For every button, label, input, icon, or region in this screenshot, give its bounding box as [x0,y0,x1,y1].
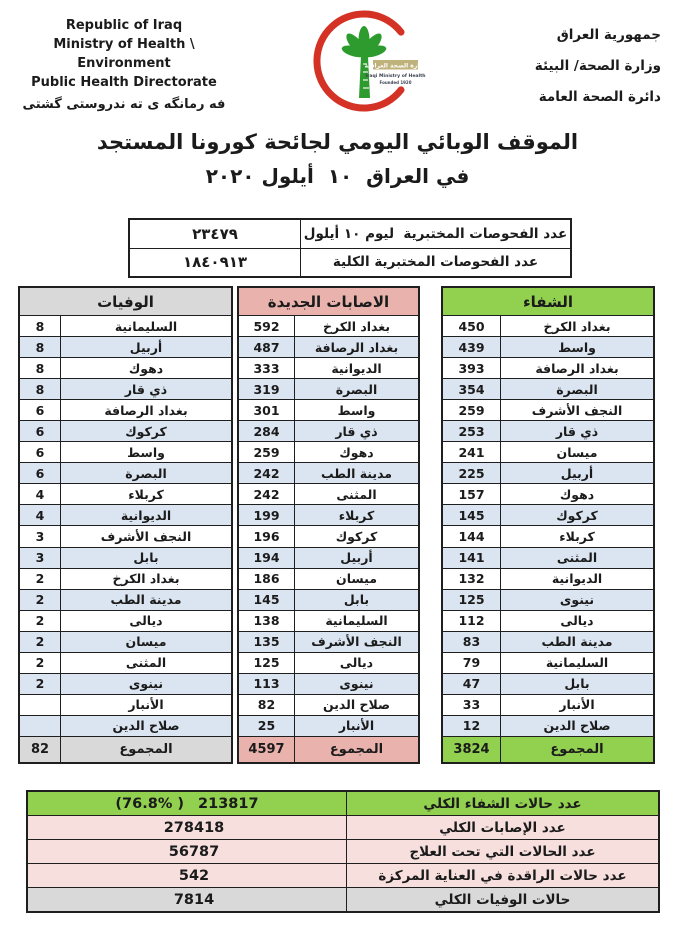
deaths-count: 6 [20,400,61,420]
governorate-name: ديالى [129,613,163,629]
deaths-total-row [20,736,231,762]
governorate-name: دهوك [559,486,595,502]
deaths-row [20,483,231,504]
logo-english-text: Iraqi Ministry of Health [365,74,426,79]
deaths-table-title: الوفيات [20,288,231,315]
recoveries-row [443,525,653,546]
governorate-name: ميسان [336,571,377,587]
summary-value: 542 [178,867,210,884]
governorate-name: البصرة [335,381,378,397]
deaths-table-body [20,315,231,736]
deaths-table [18,286,233,764]
governorate-name: الأنبار [559,697,595,713]
governorate-name: نينوى [339,676,374,692]
summary-label: عدد حالات الشفاء الكلي [423,795,582,812]
recoveries-row [443,336,653,357]
new-cases-count: 186 [239,569,295,589]
summary-row [28,839,658,863]
recoveries-count: 144 [443,526,501,546]
header-arabic-block [486,20,661,113]
governorate-name: أربيل [129,339,163,355]
deaths-row [20,336,231,357]
new-cases-row [239,504,418,525]
new-cases-count: 199 [239,505,295,525]
new-cases-row [239,673,418,694]
deaths-row [20,441,231,462]
new-cases-table [237,286,420,764]
governorate-name: الديوانية [331,360,382,376]
governorate-name: البصرة [556,381,598,397]
header-english-block [6,16,242,114]
recoveries-count: 253 [443,421,501,441]
new-cases-total-value: 4597 [239,737,295,762]
governorate-name: ذي قار [335,423,378,439]
lab-tests-row [130,248,570,277]
deaths-row [20,568,231,589]
deaths-count: 3 [20,526,61,546]
new-cases-table-title: الاصابات الجديدة [239,288,418,315]
recoveries-count: 79 [443,653,501,673]
new-cases-total-label: المجموع [329,742,384,757]
new-cases-row [239,694,418,715]
recoveries-count: 12 [443,716,501,736]
deaths-row [20,694,231,715]
governorate-name: واسط [558,339,596,355]
recoveries-row [443,673,653,694]
header-english-line3: Public Health Directorate [31,75,217,90]
governorate-name: السليمانية [545,655,609,671]
governorate-name: مدينة الطب [541,634,613,650]
deaths-count: 6 [20,442,61,462]
governorate-name: ديالى [339,655,374,671]
new-cases-count: 138 [239,611,295,631]
governorate-name: ديالى [560,613,594,629]
new-cases-count: 82 [239,695,295,715]
new-cases-row [239,357,418,378]
deaths-row [20,715,231,736]
deaths-count: 2 [20,590,61,610]
governorate-name: الديوانية [551,571,603,587]
summary-percent: (76.8% ) [115,795,185,812]
governorate-name: مدينة الطب [110,592,182,608]
recoveries-count: 259 [443,400,501,420]
governorate-name: بغداد الكرخ [543,318,611,334]
lab-tests-value: ٢٣٤٧٩ [130,220,301,248]
recoveries-total-value: 3824 [443,737,501,762]
governorate-name: دهوك [128,360,164,376]
recoveries-count: 47 [443,674,501,694]
deaths-count: 8 [20,358,61,378]
recoveries-count: 450 [443,316,501,336]
new-cases-count: 25 [239,716,295,736]
new-cases-count: 125 [239,653,295,673]
recoveries-count: 145 [443,505,501,525]
recoveries-count: 33 [443,695,501,715]
recoveries-count: 439 [443,337,501,357]
header-arabic-line1: جمهورية العراق [556,27,661,43]
new-cases-row [239,715,418,736]
recoveries-row [443,547,653,568]
deaths-total-value: 82 [20,737,61,762]
new-cases-count: 113 [239,674,295,694]
governorate-name: نينوى [559,592,595,608]
deaths-row [20,673,231,694]
recoveries-row [443,652,653,673]
report-title [0,130,675,188]
recoveries-row [443,589,653,610]
new-cases-row [239,315,418,336]
new-cases-count: 301 [239,400,295,420]
header-kurdish-line: فه رمانگه ى ته ندروستى گشتى [22,97,226,112]
governorate-name: بغداد الرصافة [535,360,619,376]
summary-value-cell [28,792,347,815]
summary-label: عدد حالات الراقدة في العناية المركزة [378,867,627,884]
governorate-name: كركوك [556,507,598,523]
governorate-name: صلاح الدين [322,697,391,713]
deaths-count: 8 [20,316,61,336]
governorate-name: بغداد الكرخ [112,571,180,587]
new-cases-total-row [239,736,418,762]
recoveries-row [443,504,653,525]
governorate-name: المثنى [125,655,167,671]
deaths-row [20,589,231,610]
new-cases-row [239,589,418,610]
governorate-name: الأنبار [128,697,164,713]
new-cases-row [239,441,418,462]
new-cases-row [239,462,418,483]
governorate-name: ميسان [125,634,167,650]
deaths-row [20,420,231,441]
summary-value-cell [28,840,347,863]
crescent-palm-logo-icon [300,4,450,118]
governorate-name: بابل [564,676,590,692]
lab-tests-label: عدد الفحوصات المختبرية ليوم ١٠ أيلول [303,225,568,242]
deaths-count: 4 [20,484,61,504]
recoveries-row [443,715,653,736]
deaths-row [20,357,231,378]
governorate-name: البصرة [125,465,167,481]
recoveries-row [443,399,653,420]
new-cases-row [239,336,418,357]
deaths-row [20,315,231,336]
summary-value-cell [28,816,347,839]
governorate-name: السليمانية [114,318,178,334]
new-cases-row [239,547,418,568]
recoveries-count: 112 [443,611,501,631]
deaths-row [20,652,231,673]
summary-row [28,815,658,839]
summary-label: حالات الوفيات الكلي [434,891,571,908]
new-cases-count: 592 [239,316,295,336]
new-cases-row [239,631,418,652]
new-cases-row [239,610,418,631]
summary-label: عدد الحالات التي تحت العلاج [409,843,596,860]
deaths-count: 2 [20,653,61,673]
logo-founded-text: Founded 1920 [379,80,412,85]
recoveries-row [443,378,653,399]
summary-row [28,863,658,887]
deaths-row [20,378,231,399]
new-cases-row [239,399,418,420]
recoveries-row [443,420,653,441]
governorate-name: بغداد الرصافة [104,402,188,418]
governorate-name: بابل [133,550,159,566]
governorate-name: ميسان [556,444,598,460]
new-cases-row [239,483,418,504]
recoveries-table-body [443,315,653,736]
summary-value: 56787 [168,843,220,860]
governorate-name: النجف الأشرف [311,634,402,650]
summary-row [28,887,658,911]
new-cases-row [239,525,418,546]
ministry-of-health-logo [300,4,450,118]
governorate-name: صلاح الدين [112,718,180,734]
report-title-line2: في العراق ١٠ أيلول ٢٠٢٠ [205,164,470,188]
governorate-name: أربيل [560,465,594,481]
deaths-total-label: المجموع [119,742,173,757]
header-arabic-line3: دائرة الصحة العامة [538,89,661,105]
lab-tests-label: عدد الفحوصات المختبرية الكلية [332,254,539,271]
recoveries-row [443,631,653,652]
new-cases-count: 333 [239,358,295,378]
summary-value: 278418 [163,819,225,836]
new-cases-count: 145 [239,590,295,610]
summary-value-cell [28,864,347,887]
recoveries-row [443,357,653,378]
deaths-count: 3 [20,548,61,568]
governorate-name: الأنبار [338,718,375,734]
governorate-name: صلاح الدين [543,718,611,734]
deaths-count: 6 [20,463,61,483]
recoveries-count: 83 [443,632,501,652]
header-english-line1: Republic of Iraq [65,18,183,33]
governorate-name: النجف الأشرف [531,402,623,418]
summary-value: 213817 [198,795,259,812]
lab-tests-table [128,218,572,278]
logo-arabic-text: وزارة الصحة العراقية [364,62,427,70]
new-cases-table-body [239,315,418,736]
deaths-row [20,525,231,546]
lab-tests-row [130,220,570,248]
deaths-count: 8 [20,379,61,399]
recoveries-table-title: الشفاء [443,288,653,315]
governorate-name: مدينة الطب [320,465,393,481]
recoveries-count: 141 [443,548,501,568]
recoveries-count: 132 [443,569,501,589]
new-cases-count: 284 [239,421,295,441]
deaths-row [20,610,231,631]
new-cases-count: 194 [239,548,295,568]
recoveries-count: 241 [443,442,501,462]
new-cases-count: 242 [239,484,295,504]
new-cases-count: 196 [239,526,295,546]
deaths-count: 6 [20,421,61,441]
recoveries-total-label: المجموع [550,742,604,757]
recoveries-count: 225 [443,463,501,483]
recoveries-count: 354 [443,379,501,399]
governorate-name: بغداد الرصافة [314,339,399,355]
governorate-name: كركوك [335,528,378,544]
recoveries-row [443,462,653,483]
governorate-name: كركوك [125,423,167,439]
recoveries-row [443,694,653,715]
recoveries-count: 157 [443,484,501,504]
recoveries-count: 125 [443,590,501,610]
new-cases-row [239,378,418,399]
totals-summary-table [26,790,660,913]
governorate-name: واسط [127,444,165,460]
summary-value-cell [28,888,347,911]
summary-value: 7814 [173,891,215,908]
recoveries-row [443,483,653,504]
deaths-row [20,399,231,420]
governorate-name: كربلاء [338,507,375,523]
new-cases-row [239,420,418,441]
deaths-count: 8 [20,337,61,357]
governorate-name: المثنى [336,486,377,502]
governorate-name: نينوى [128,676,164,692]
recoveries-row [443,441,653,462]
recoveries-row [443,315,653,336]
governorate-name: النجف الأشرف [100,528,192,544]
deaths-count: 2 [20,611,61,631]
new-cases-count: 242 [239,463,295,483]
deaths-count: 2 [20,569,61,589]
deaths-count [20,716,61,736]
governorate-name: أربيل [340,550,373,566]
recoveries-row [443,568,653,589]
governorate-name: ذي قار [124,381,168,397]
deaths-row [20,631,231,652]
governorate-name: السليمانية [325,613,388,629]
governorate-name: واسط [337,402,376,418]
new-cases-count: 135 [239,632,295,652]
summary-row [28,792,658,815]
header-arabic-line2: وزارة الصحة/ البيئة [534,58,661,74]
governorate-name: كربلاء [128,486,164,502]
new-cases-row [239,568,418,589]
deaths-row [20,462,231,483]
governorate-name: بابل [343,592,370,608]
deaths-count: 2 [20,674,61,694]
deaths-count [20,695,61,715]
summary-label: عدد الإصابات الكلي [439,819,566,836]
deaths-row [20,547,231,568]
report-title-line1: الموقف الوبائي اليومي لجائحة كورونا المستجد [96,130,579,154]
new-cases-count: 319 [239,379,295,399]
deaths-count: 4 [20,505,61,525]
new-cases-row [239,652,418,673]
governorate-name: دهوك [339,444,374,460]
governorate-name: الديوانية [120,507,172,523]
governorate-name: ذي قار [555,423,599,439]
new-cases-count: 487 [239,337,295,357]
governorate-name: بغداد الكرخ [322,318,391,334]
recoveries-row [443,610,653,631]
governorate-name: كربلاء [559,528,595,544]
deaths-row [20,504,231,525]
header-english-line2: Ministry of Health \ Environment [53,37,195,71]
deaths-count: 2 [20,632,61,652]
recoveries-count: 393 [443,358,501,378]
recoveries-total-row [443,736,653,762]
lab-tests-value: ١٨٤٠٩١٣ [130,249,301,277]
governorate-name: المثنى [556,550,598,566]
new-cases-count: 259 [239,442,295,462]
recoveries-table [441,286,655,764]
